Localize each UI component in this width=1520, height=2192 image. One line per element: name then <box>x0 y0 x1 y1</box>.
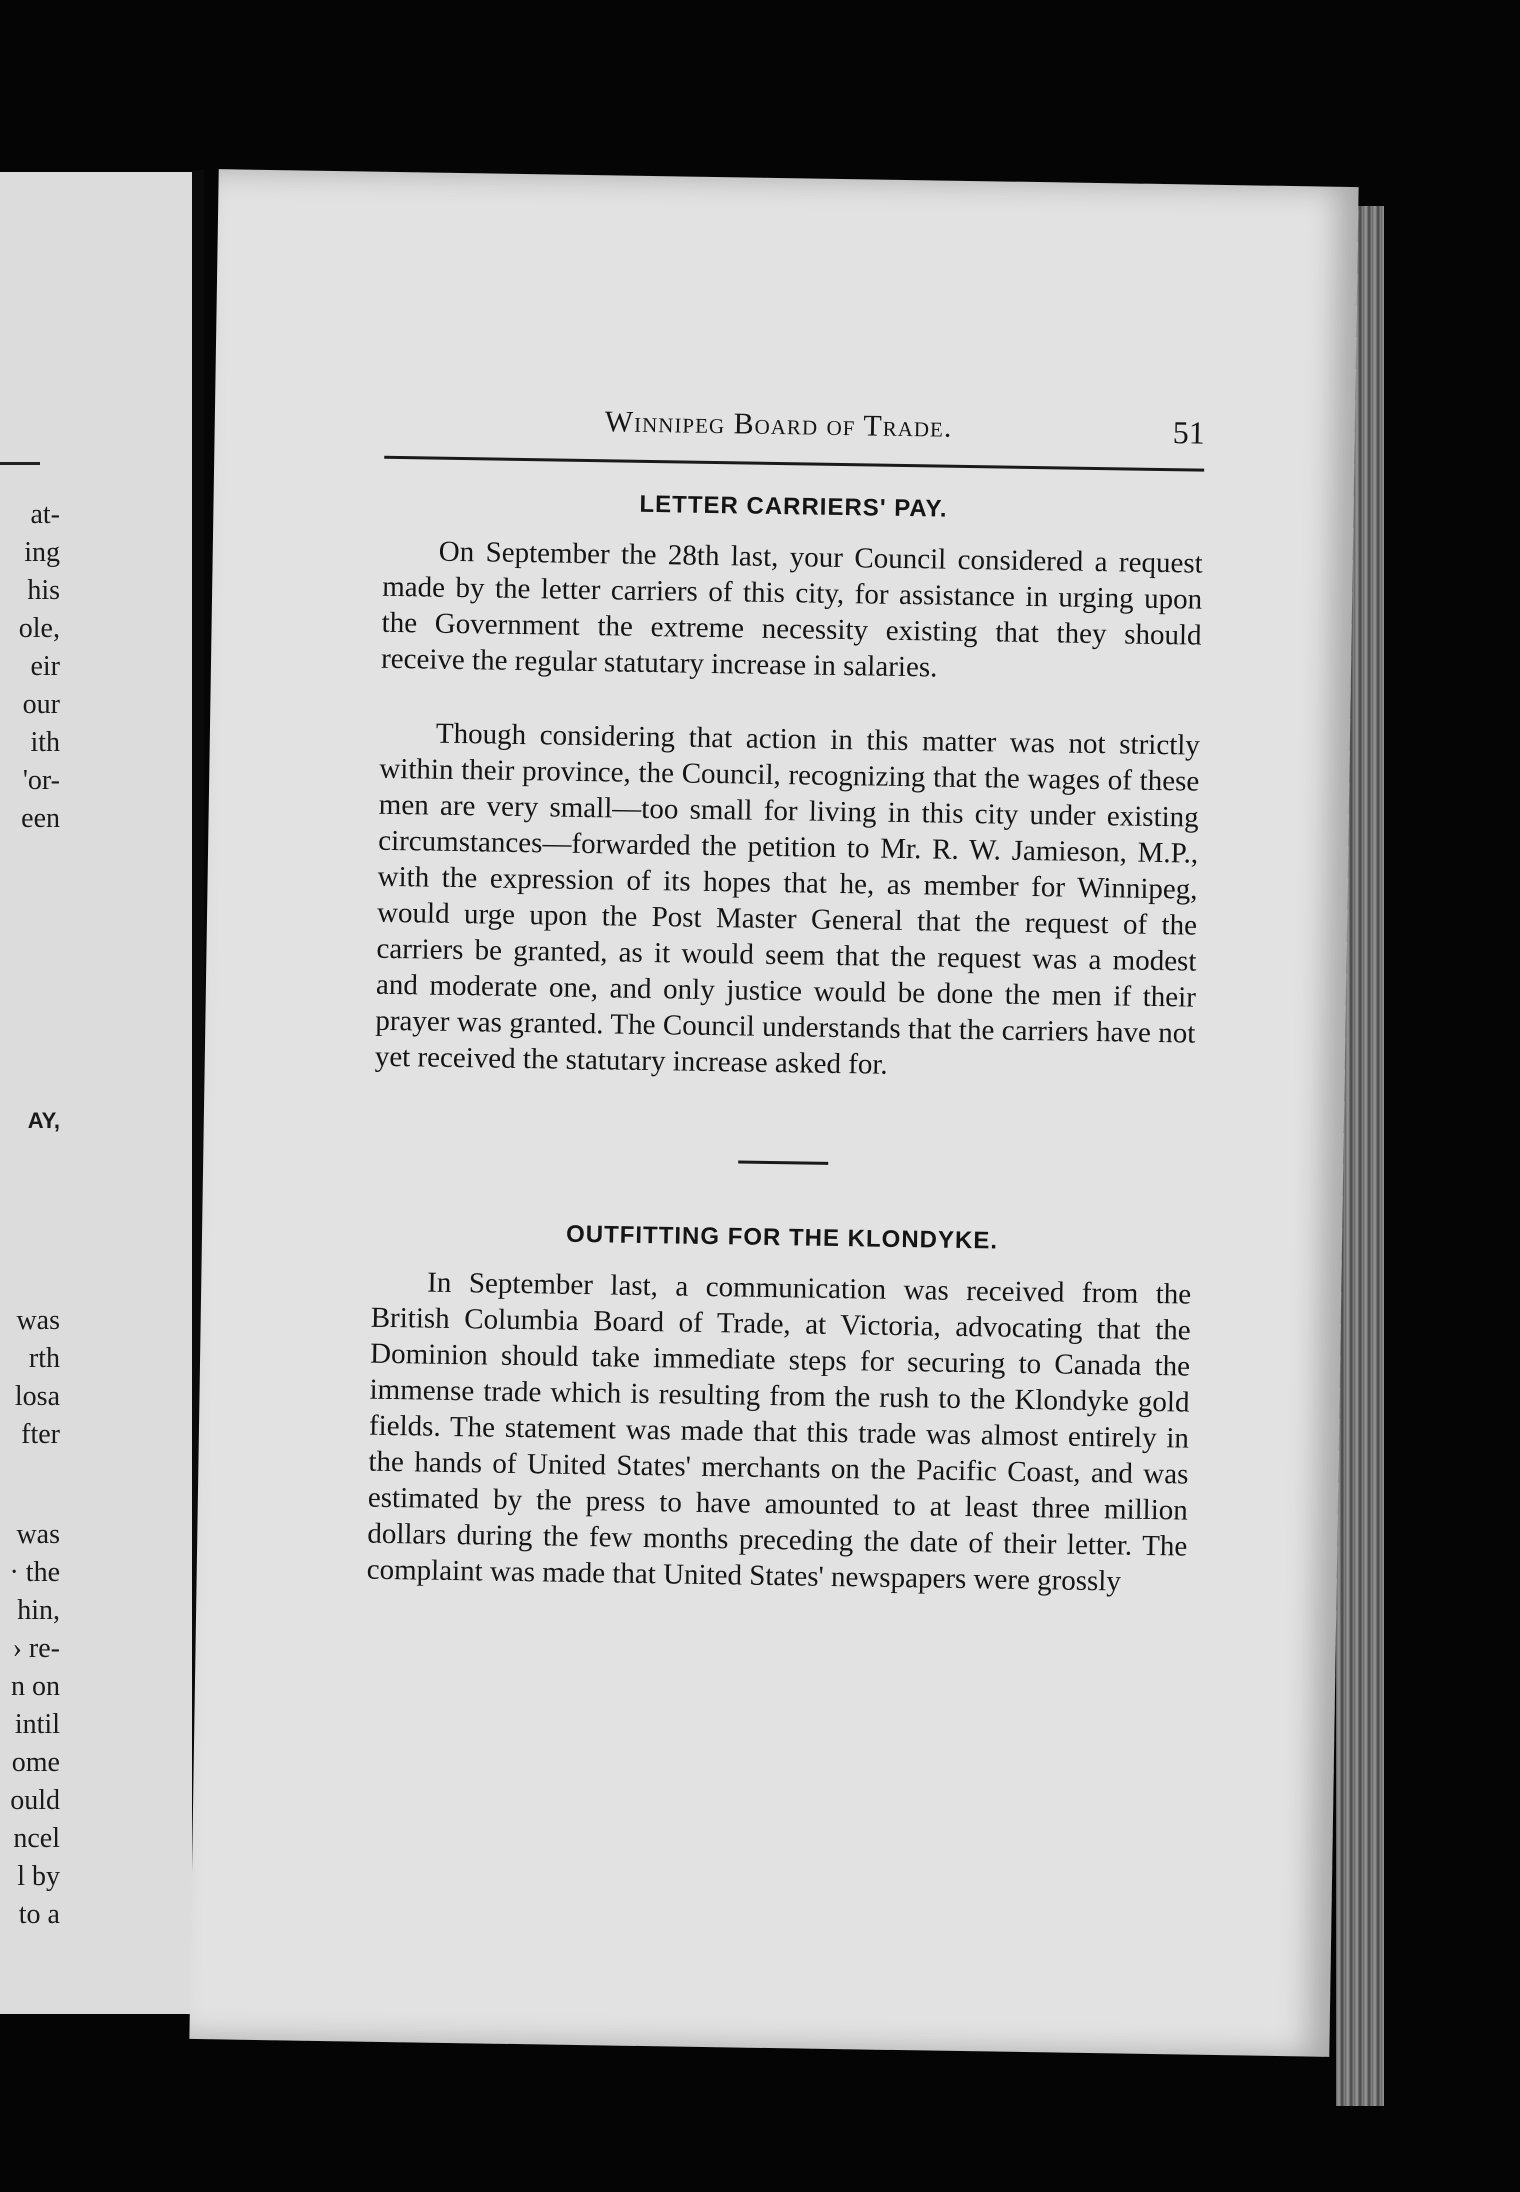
paragraph: On September the 28th last, your Council considered a request made by the letter carriers of this city, for assistance in urging upon the Government the extreme necessity existing that they should receive the regular statutary increase in salaries. <box>380 535 1203 684</box>
section-title-letter-carriers: LETTER CARRIERS' PAY. <box>639 490 948 523</box>
line: AY, <box>27 1108 60 1133</box>
line: our <box>22 689 60 720</box>
line: · the <box>9 1557 60 1588</box>
line: at- <box>30 499 60 530</box>
previous-page-rule <box>0 462 40 465</box>
line: eir <box>30 651 60 682</box>
line: ith <box>30 727 60 758</box>
previous-page-text-block-4 <box>0 1516 60 1934</box>
line: 'or- <box>22 765 60 796</box>
line: ome <box>11 1747 60 1778</box>
section-separator <box>738 1160 828 1164</box>
previous-page-text-block-2 <box>0 1102 60 1140</box>
line: ing <box>24 537 60 568</box>
line: een <box>21 803 60 834</box>
line: n on <box>11 1671 60 1702</box>
line: was <box>16 1305 60 1336</box>
line: ould <box>10 1785 60 1816</box>
previous-page-text-block-3 <box>0 1302 60 1454</box>
line: l by <box>17 1861 60 1892</box>
section-title-klondyke: OUTFITTING FOR THE KLONDYKE. <box>565 1220 999 1255</box>
line: rth <box>28 1343 60 1374</box>
page-content <box>366 402 1205 1601</box>
running-title: Winnipeg Board of Trade. <box>604 405 953 444</box>
paragraph: Though considering that action in this matter was not strictly within their province, the Council, recognizing that the wages of these men are very small—too small for living in this city under existing circumstances—forwarded the petition to Mr. R. W. Jamieson, M.P., with the expression of its hopes that he, as member for Winnipeg, would urge upon the Post Master General that the request of the carriers be granted, as it would seem that the request was a modest and moderate one, and only justice would be done the men if their prayer was granted. The Council understands that the carriers have not yet received the statutary increase asked for. <box>374 717 1201 1081</box>
line: his <box>27 575 60 606</box>
paragraph: In September last, a communication was received from the British Columbia Board of Trade, at Victoria, advocating that the Dominion should take immediate steps for securing to Canada the immense trade which is resulting from the rush to the Klondyke gold fields. The statement was made that this trade was almost entirely in the hands of United States' merchants on the Pacific Coast, and was estimated by the press to have amounted to at least three million dollars during the few months preceding the date of their letter. The complaint was made that United States' newspapers were grossly <box>366 1266 1192 1598</box>
previous-page-text-block-1 <box>0 496 60 838</box>
line: to a <box>18 1899 60 1930</box>
running-header <box>384 402 1205 465</box>
line: hin, <box>17 1595 60 1626</box>
line: intil <box>14 1709 60 1740</box>
line: ncel <box>13 1823 60 1854</box>
line: fter <box>21 1419 60 1450</box>
book-page <box>189 169 1358 2057</box>
line: was <box>16 1519 60 1550</box>
page-number: 51 <box>1172 414 1206 451</box>
line: losa <box>14 1381 60 1412</box>
line: › re- <box>12 1633 60 1664</box>
previous-page-fragment <box>0 172 192 2014</box>
line: ole, <box>18 613 60 644</box>
